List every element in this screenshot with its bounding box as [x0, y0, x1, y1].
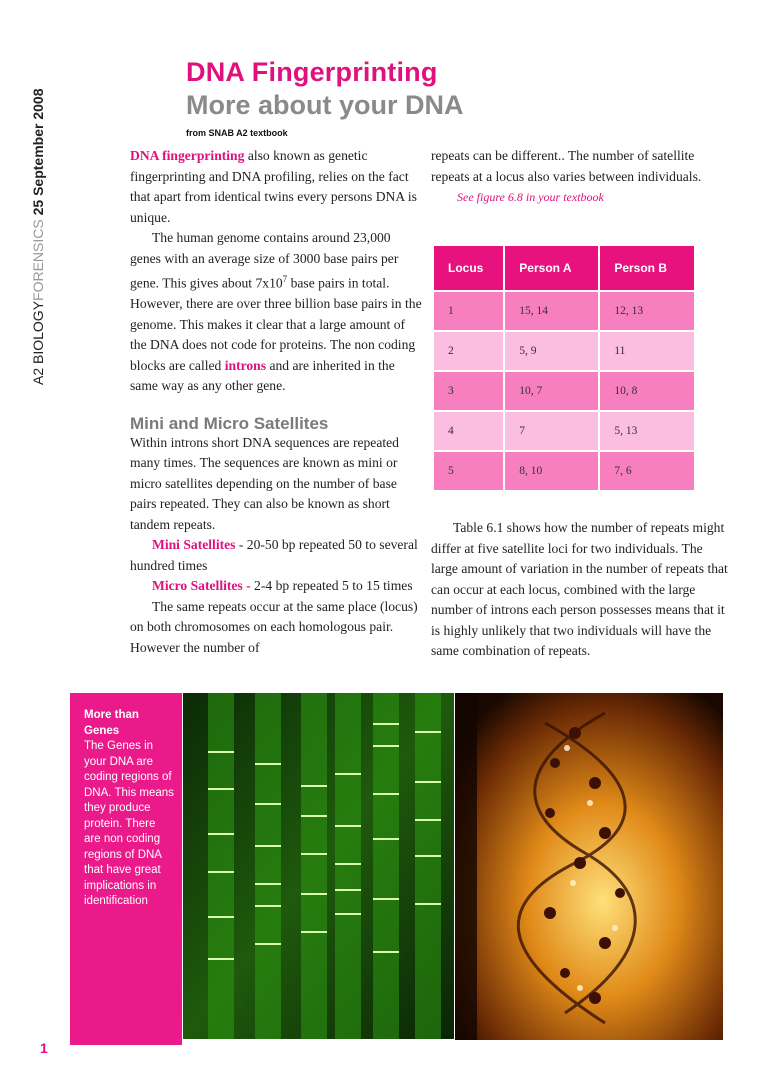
table-header: Locus: [434, 246, 503, 290]
table-row: 3 10, 7 10, 8: [434, 372, 694, 410]
page-title: DNA Fingerprinting: [186, 57, 438, 87]
mini-satellites: Mini Satellites - 20-50 bp repeated 50 to several hundred times: [130, 537, 418, 573]
table-header: Person B: [600, 246, 694, 290]
column-left: [130, 146, 422, 658]
sidebar-forensics: FORENSICS: [30, 219, 46, 301]
vertical-header: [30, 89, 46, 385]
table-caption: Table 6.1 shows how the number of repeats might differ at five satellite loci for two individuals. The large amount of variation in the number of repeats that can occur at each locus, combined with the large number of introns each person possesses means that it is highly unlikely that two individuals will have the same combination of repeats.: [431, 520, 728, 658]
sidebox-body: The Genes in your DNA are coding regions of DNA. This means they produce protein. There are non coding regions of DNA that have great implications in identification: [84, 740, 174, 907]
satellite-table: [432, 244, 696, 492]
table-row: 5 8, 10 7, 6: [434, 452, 694, 490]
sidebar-prefix: A2 BIOLOGY: [30, 300, 46, 385]
page-number: 1: [40, 1040, 48, 1056]
page-subtitle: More about your DNA: [186, 90, 464, 120]
intro-paragraph: DNA fingerprinting also known as genetic fingerprinting and DNA profiling, relies on the fact that apart from identical twins every persons DNA is unique.: [130, 148, 417, 225]
table-header: Person A: [505, 246, 598, 290]
satellites-paragraph: Within introns short DNA sequences are repeated many times. The sequences are known as mini or micro satellites depending on the number of base pairs repeated. They can also be known as short tandem repeats.: [130, 434, 399, 532]
repeats-paragraph: repeats can be different.. The number of satellite repeats at a locus also varies between individuals.: [431, 148, 702, 184]
micro-satellites: Micro Satellites - 2-4 bp repeated 5 to 15 times: [152, 578, 413, 594]
source-note: from SNAB A2 textbook: [186, 128, 288, 138]
sidebar-date: 25 September 2008: [30, 88, 46, 216]
table-row: 2 5, 9 11: [434, 332, 694, 370]
sidebox-title: More than Genes: [84, 709, 139, 737]
gel-electrophoresis-image: [183, 693, 454, 1039]
term-dna-fingerprinting: DNA fingerprinting: [130, 148, 245, 163]
genome-paragraph: The human genome contains around 23,000 genes with an average size of 3000 base pairs per gene. This gives about $7x10^7$ base pairs in total. However, there are over three billion base pairs in the genome. This makes it clear that a large amount of the DNA does not code for proteins. The non coding blocks are called introns and are inherited in the same way as any other gene.: [130, 230, 422, 394]
locus-paragraph: The same repeats occur at the same place (locus) on both chromosomes on each homologous pair. However the number of: [130, 598, 418, 655]
table-row: 1 15, 14 12, 13: [434, 292, 694, 330]
section-heading: Mini and Micro Satellites: [130, 413, 329, 433]
term-introns: introns: [224, 357, 267, 373]
table-row: 4 7 5, 13: [434, 412, 694, 450]
dna-molecule-image: [455, 693, 723, 1040]
column-right: [431, 146, 731, 208]
sidebox-text: [84, 708, 174, 910]
figure-reference: See figure 6.8 in your textbook: [457, 190, 604, 204]
